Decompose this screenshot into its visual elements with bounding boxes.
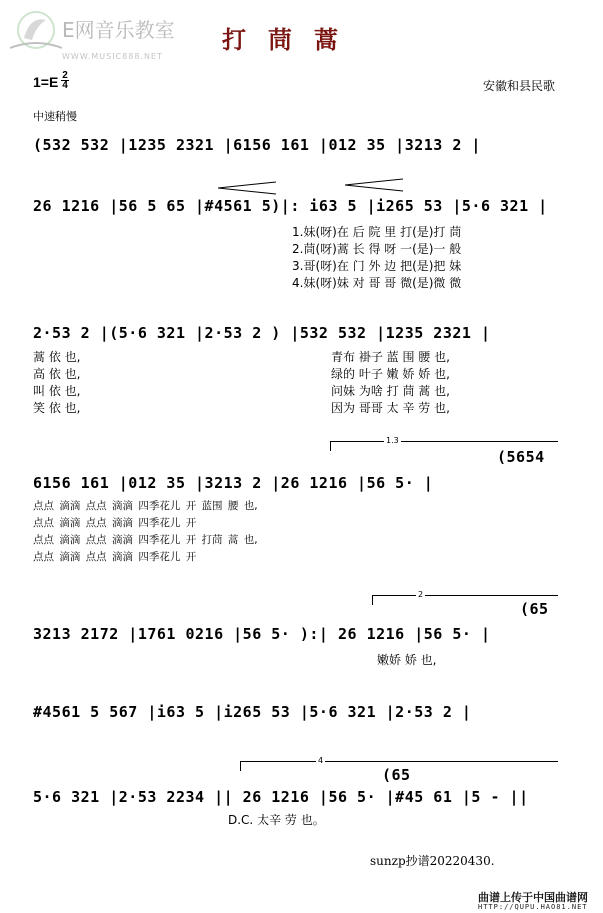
volta-bracket bbox=[240, 761, 558, 762]
crescendo-mark bbox=[345, 177, 405, 193]
transcriber-credit: sunzp抄谱20220430. bbox=[370, 854, 495, 868]
pickup-notes: (5654 bbox=[497, 448, 545, 466]
notation-row-1: (532 532 |1235 2321 |6156 161 |012 35 |3213 2 | bbox=[33, 136, 481, 154]
pickup-notes: (65 bbox=[520, 600, 549, 618]
volta-number: 4 bbox=[318, 756, 324, 765]
verse-1-lyrics: 蒿 依 也, bbox=[33, 350, 81, 364]
footer-site-url: HTTP://QUPU.HAO81.NET bbox=[478, 903, 588, 911]
verse-4-lyrics: 点点 滴滴 点点 滴滴 四季花儿 开 bbox=[33, 551, 197, 563]
watermark-site-name: E网音乐教室 bbox=[62, 18, 175, 42]
pickup-notes: (65 bbox=[382, 766, 411, 784]
verse-1-lyrics: 青布 褂子 蓝 围 腰 也, bbox=[331, 350, 450, 364]
volta-number: 2 bbox=[418, 590, 424, 599]
verse-2-lyrics: 2.茼(呀)蒿 长 得 呀 一(是)一 般 bbox=[292, 242, 462, 256]
notation-row-3: 2·53 2 |(5·6 321 |2·53 2 ) |532 532 |1235 2321 | bbox=[33, 324, 491, 342]
time-signature-top: 2 bbox=[62, 70, 68, 81]
notation-row-7: 5·6 321 |2·53 2234 || 26 1216 |56 5· |#45 61 |5 - || bbox=[33, 788, 529, 806]
verse-3-lyrics: 叫 依 也, bbox=[33, 384, 81, 398]
verse-4-lyrics: 笑 依 也, bbox=[33, 401, 81, 415]
time-signature bbox=[61, 71, 69, 90]
key-signature: 1=E bbox=[33, 74, 59, 90]
verse-3-lyrics: 点点 滴滴 点点 滴滴 四季花儿 开 打茼 蒿 也, bbox=[33, 534, 258, 546]
notation-row-5: 3213 2172 |1761 0216 |56 5· ):| 26 1216 |56 5· | bbox=[33, 625, 491, 643]
song-origin: 安徽和县民歌 bbox=[483, 79, 556, 93]
verse-4-lyrics: 因为 哥哥 太 辛 劳 也, bbox=[331, 401, 450, 415]
volta-bracket-tick bbox=[372, 595, 373, 605]
notation-row-6: #4561 5 567 |i63 5 |i265 53 |5·6 321 |2·53 2 | bbox=[33, 703, 472, 721]
verse-lyrics: 嫩娇 娇 也, bbox=[377, 653, 437, 667]
verse-2-lyrics: 点点 滴滴 点点 滴滴 四季花儿 开 bbox=[33, 517, 197, 529]
notation-row-2: 26 1216 |56 5 65 |#4561 5)|: i63 5 |i265 53 |5·6 321 | bbox=[33, 197, 548, 215]
volta-bracket-tick bbox=[240, 761, 241, 771]
verse-3-lyrics: 3.哥(呀)在 门 外 边 把(是)把 妹 bbox=[292, 259, 462, 273]
verse-2-lyrics: 绿的 叶子 嫩 娇 娇 也, bbox=[331, 367, 450, 381]
verse-1-lyrics: 1.妹(呀)在 后 院 里 打(是)打 茼 bbox=[292, 225, 462, 239]
watermark-site-url: WWW.MUSIC888.NET bbox=[62, 52, 163, 61]
volta-bracket bbox=[372, 595, 558, 596]
notation-row-4: 6156 161 |012 35 |3213 2 |26 1216 |56 5· | bbox=[33, 474, 434, 492]
time-signature-bottom: 4 bbox=[62, 80, 68, 91]
verse-2-lyrics: 高 依 也, bbox=[33, 367, 81, 381]
volta-bracket-tick bbox=[330, 441, 331, 451]
verse-1-lyrics: 点点 滴滴 点点 滴滴 四季花儿 开 蓝围 腰 也, bbox=[33, 500, 258, 512]
volta-bracket bbox=[330, 441, 558, 442]
crescendo-mark bbox=[218, 180, 278, 196]
verse-4-lyrics: 4.妹(呀)妹 对 哥 哥 微(是)微 微 bbox=[292, 276, 462, 290]
score-title: 打茼蒿 bbox=[222, 25, 360, 54]
footer-site-text: 曲谱上传于中国曲谱网 bbox=[478, 891, 588, 904]
verse-lyrics: D.C. 太辛 劳 也。 bbox=[228, 813, 325, 827]
volta-number: 1.3 bbox=[386, 436, 399, 445]
verse-3-lyrics: 问妹 为啥 打 茼 蒿 也, bbox=[331, 384, 450, 398]
tempo-marking: 中速稍慢 bbox=[33, 110, 77, 123]
